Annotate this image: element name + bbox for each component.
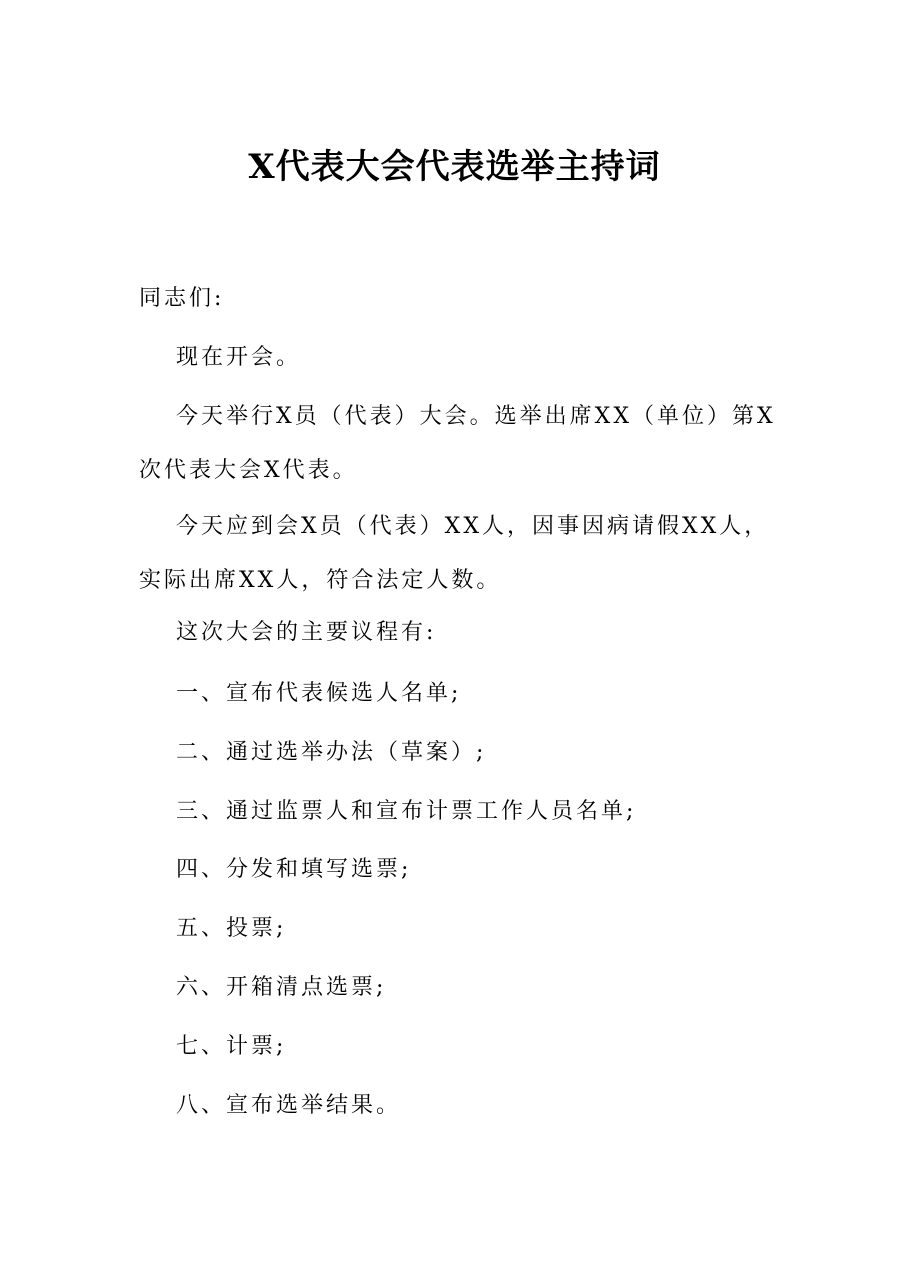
agenda-item: 五、投票; xyxy=(176,916,287,942)
purpose-line-1 xyxy=(139,390,779,444)
agenda-item: 一、宣布代表候选人名单; xyxy=(176,681,462,706)
agenda-item: 二、通过选举办法（草案）; xyxy=(176,739,487,765)
agenda-list xyxy=(176,665,636,1135)
attendance-paragraph xyxy=(139,500,779,608)
purpose-paragraph xyxy=(139,390,779,498)
purpose-line-1-text: 今天举行X员（代表）大会。选举出席XX（单位）第X xyxy=(176,404,776,429)
agenda-item: 八、宣布选举结果。 xyxy=(176,1092,402,1118)
attendance-line-2: 实际出席XX人，符合法定人数。 xyxy=(139,568,502,593)
document-title: X代表大会代表选举主持词 xyxy=(248,147,661,187)
opening-paragraph: 现在开会。 xyxy=(176,345,302,370)
purpose-line-2: 次代表大会X代表。 xyxy=(139,458,358,483)
agenda-item: 三、通过监票人和宣布计票工作人员名单; xyxy=(176,798,637,824)
agenda-item: 四、分发和填写选票; xyxy=(176,857,412,883)
agenda-item: 七、计票; xyxy=(176,1033,287,1059)
agenda-intro: 这次大会的主要议程有: xyxy=(176,620,437,645)
agenda-item: 六、开箱清点选票; xyxy=(176,974,387,1000)
attendance-line-1-text: 今天应到会X员（代表）XX人，因事因病请假XX人， xyxy=(176,514,770,539)
salutation: 同志们: xyxy=(139,286,225,311)
attendance-line-1 xyxy=(139,500,779,554)
